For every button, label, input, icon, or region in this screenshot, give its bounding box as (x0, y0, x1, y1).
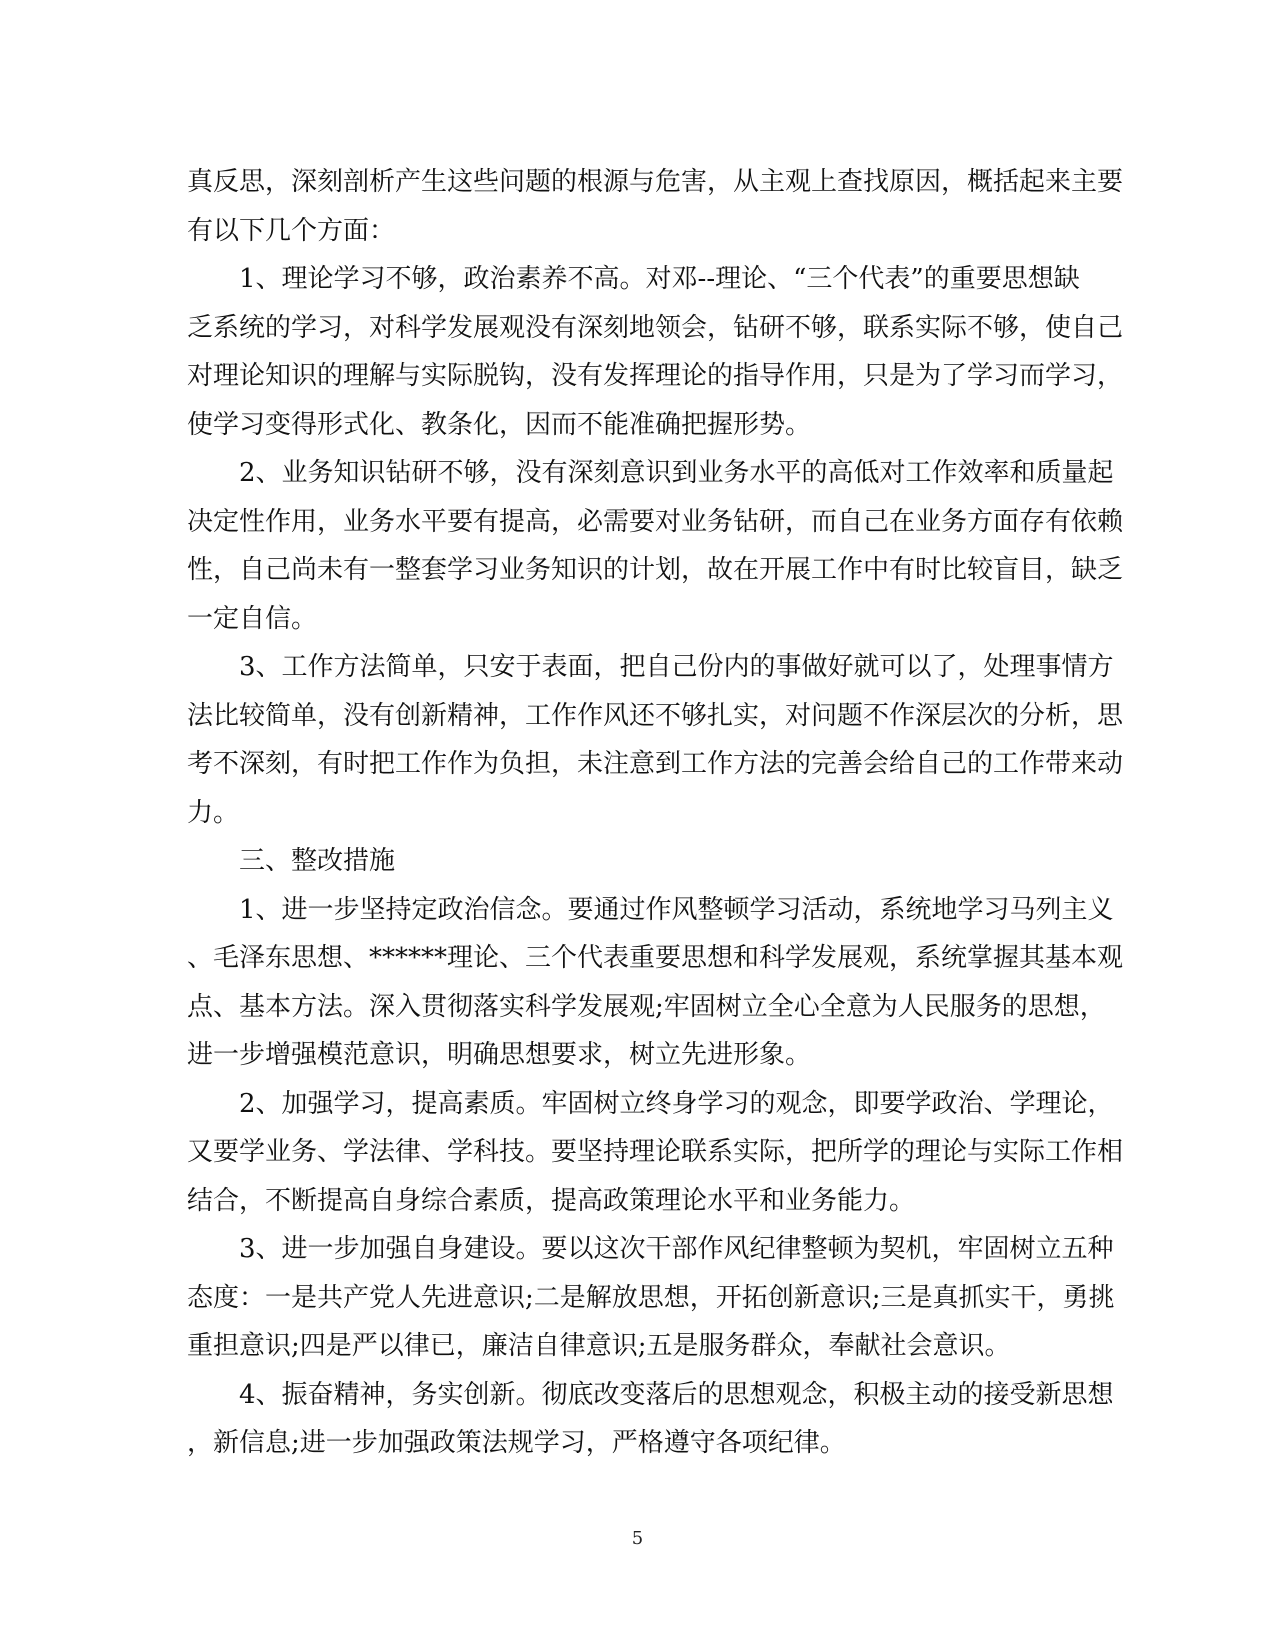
text-line: 3、工作方法简单，只安于表面，把自己份内的事做好就可以了，处理事情方 (239, 652, 1114, 682)
text-line: 力。 (187, 797, 240, 828)
text-line: 一定自信。 (187, 603, 318, 634)
text-line: 决定性作用，业务水平要有提高，必需要对业务钻研，而自己在业务方面存有依赖 (187, 506, 1124, 537)
text-line: 乏系统的学习，对科学发展观没有深刻地领会，钻研不够，联系实际不够，使自己 (187, 312, 1124, 343)
text-line: 重担意识;四是严以律已，廉洁自律意识;五是服务群众，奉献社会意识。 (187, 1331, 1011, 1361)
text-line: 态度：一是共产党人先进意识;二是解放思想，开拓创新意识;三是真抓实干，勇挑 (187, 1282, 1115, 1313)
text-line: 法比较简单，没有创新精神，工作作风还不够扎实，对问题不作深层次的分析，思 (187, 700, 1124, 731)
text-line: 、毛泽东思想、******理论、三个代表重要思想和科学发展观，系统掌握其基本观 (187, 943, 1124, 973)
text-line: 考不深刻，有时把工作作为负担，未注意到工作方法的完善会给自己的工作带来动 (187, 749, 1124, 779)
text-line: 3、进一步加强自身建设。要以这次干部作风纪律整顿为契机，牢固树立五种 (239, 1234, 1114, 1264)
text-line: 对理论知识的理解与实际脱钩，没有发挥理论的指导作用，只是为了学习而学习， (187, 361, 1124, 391)
text-line: 真反思，深刻剖析产生这些问题的根源与危害，从主观上查找原因，概括起来主要 (187, 167, 1124, 197)
text-line: 2、加强学习，提高素质。牢固树立终身学习的观念，即要学政治、学理论， (239, 1088, 1114, 1119)
text-line: 进一步增强模范意识，明确思想要求，树立先进形象。 (187, 1040, 812, 1070)
body-text (187, 158, 1124, 1468)
page-number: 5 (631, 1528, 644, 1549)
text-line: 4、振奋精神，务实创新。彻底改变落后的思想观念，积极主动的接受新思想 (239, 1379, 1114, 1410)
text-line: 2、业务知识钻研不够，没有深刻意识到业务水平的高低对工作效率和质量起 (239, 458, 1114, 488)
text-line: 又要学业务、学法律、学科技。要坚持理论联系实际，把所学的理论与实际工作相 (187, 1137, 1124, 1167)
text-line: 有以下几个方面： (187, 215, 396, 246)
text-line: 结合，不断提高自身综合素质，提高政策理论水平和业务能力。 (187, 1185, 916, 1216)
text-line: 使学习变得形式化、教条化，因而不能准确把握形势。 (187, 409, 812, 440)
text-line: 1、进一步坚持定政治信念。要通过作风整顿学习活动，系统地学习马列主义 (239, 894, 1114, 925)
text-line: 三、整改措施 (239, 846, 396, 876)
text-line: 性，自己尚未有一整套学习业务知识的计划，故在开展工作中有时比较盲目，缺乏 (187, 555, 1124, 585)
text-line: 1、理论学习不够，政治素养不高。对邓--理论、“三个代表”的重要思想缺 (239, 264, 1080, 294)
text-line: ，新信息;进一步加强政策法规学习，严格遵守各项纪律。 (187, 1428, 846, 1458)
text-line: 点、基本方法。深入贯彻落实科学发展观;牢固树立全心全意为人民服务的思想， (187, 991, 1106, 1022)
